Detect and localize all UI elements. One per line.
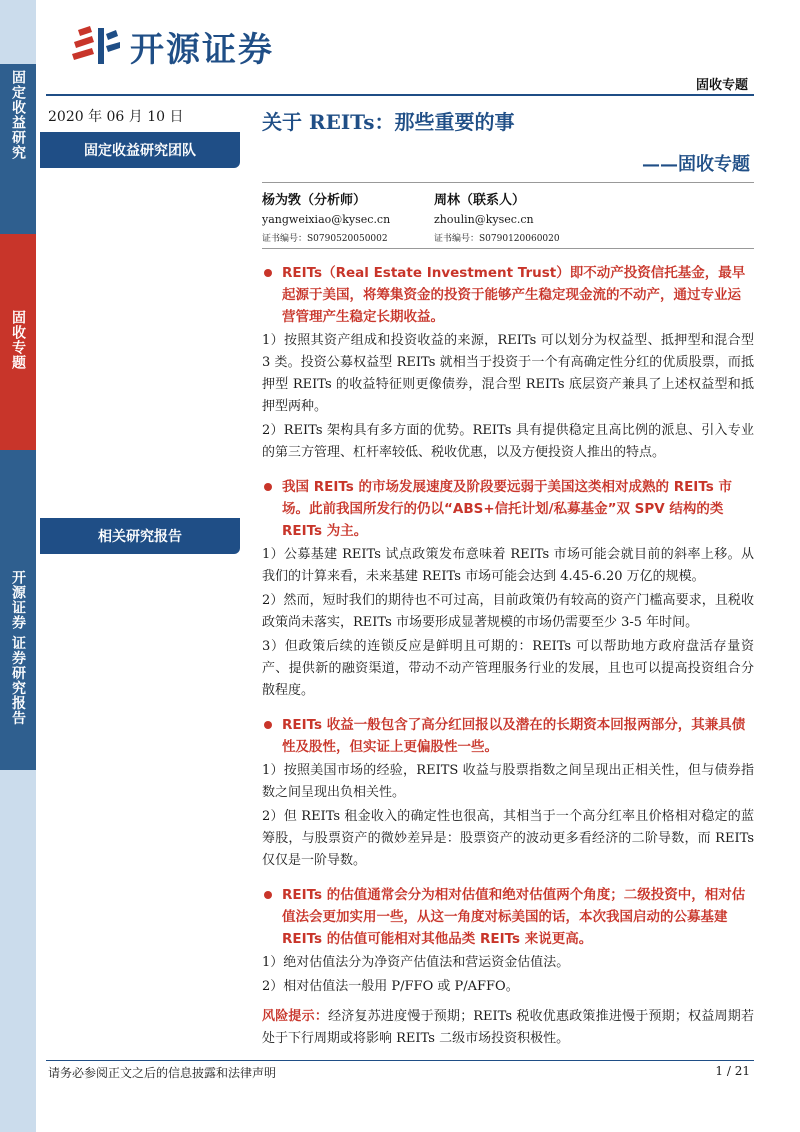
sidebar-label-2: 固收专题: [10, 310, 26, 370]
paragraph: 3）但政策后续的连锁反应是鲜明且可期的：REITs 可以帮助地方政府盘活存量资产、提供新的融资渠道，带动不动产管理服务行业的发展，且也可以提高投资组合分散程度。: [262, 639, 754, 698]
related-reports-label: 相关研究报告: [98, 529, 182, 545]
key-point-text: REITs（Real Estate Investment Trust）即不动产投资信托基金，最早起源于美国，将筹集资金的投资于能够产生稳定现金流的不动产，通过专业运营管理产生稳定长期收益。: [282, 265, 746, 325]
paragraph: 1）按照美国市场的经验，REITS 收益与股票指数之间呈现出正相关性，但与债券指数之间呈现出负相关性。: [262, 763, 754, 800]
brand-mark-icon: [70, 24, 122, 68]
page-number: 1 / 21: [715, 1064, 750, 1078]
key-point: [262, 476, 754, 542]
author-divider: [262, 248, 754, 249]
sidebar-segment-brand: [0, 450, 36, 770]
footer-disclaimer: 请务必参阅正文之后的信息披露和法律声明: [48, 1066, 277, 1080]
header-divider: [46, 94, 754, 96]
risk-text: 经济复苏进度慢于预期；REITs 税收优惠政策推进慢于预期；权益周期若处于下行周期或将影响 REITs 二级市场投资积极性。: [262, 1009, 754, 1046]
author-email: zhoulin@kysec.cn: [434, 213, 534, 226]
key-point-text: REITs 的估值通常会分为相对估值和绝对估值两个角度；二级投资中，相对估值法会更加实用一些，从这一角度对标美国的话，本次我国启动的公募基建 REITs 的估值可能相对其他品类 REITs 来说更高。: [282, 887, 746, 947]
author-card: [262, 192, 390, 246]
bullet-dot-icon: [264, 483, 272, 491]
brand-name: 开源证券: [130, 29, 274, 70]
paragraph: 1）按照其资产组成和投资收益的来源，REITs 可以划分为权益型、抵押型和混合型 3 类。投资公募权益型 REITs 就相当于投资于一个有高确定性分红的优质股票，而抵押型 REITs 的收益特征则更像债券，混合型 REITs 底层资产兼具了上述权益型和抵押型两种。: [262, 333, 754, 414]
related-reports-box: [40, 518, 240, 554]
paragraph: 2）然而，短时我们的期待也不可过高，目前政策仍有较高的资产门槛高要求，且税收政策尚未落实，REITs 市场要形成显著规模的市场仍需要至少 3-5 年时间。: [262, 593, 754, 630]
key-point-text: REITs 收益一般包含了高分红回报以及潜在的长期资本回报两部分，其兼具债性及股性，但实证上更偏股性一些。: [282, 717, 746, 755]
paragraph: 1）绝对估值法分为净资产估值法和营运资金估值法。: [262, 955, 570, 970]
author-card: [434, 192, 560, 246]
left-sidebar: [0, 0, 36, 1132]
author-name: 周林（联系人）: [434, 193, 526, 208]
footer-divider: [46, 1060, 754, 1061]
team-box-label: 固定收益研究团队: [84, 143, 196, 159]
author-email: yangweixiao@kysec.cn: [262, 213, 391, 226]
paragraph: 1）公募基建 REITs 试点政策发布意味着 REITs 市场可能会就目前的斜率上移。从我们的计算来看，未来基建 REITs 市场可能会达到 4.45-6.20 万亿的规模。: [262, 547, 754, 584]
summary-body: [262, 258, 754, 1050]
risk-warning: [262, 1006, 754, 1050]
report-subtitle: ——固收专题: [642, 154, 750, 175]
author-cert: 证书编号：S0790120060020: [434, 234, 560, 244]
author-name: 杨为敩（分析师）: [262, 193, 367, 208]
header-category: 固收专题: [695, 78, 748, 93]
author-cert: 证书编号：S0790520050002: [262, 234, 388, 244]
paragraph: 2）相对估值法一般用 P/FFO 或 P/AFFO。: [262, 979, 519, 994]
team-box: [40, 132, 240, 168]
key-point-text: 我国 REITs 的市场发展速度及阶段要远弱于美国这类相对成熟的 REITs 市场。此前我国所发行的仍以“ABS+信托计划/私募基金”双 SPV 结构的类 REITs 为主。: [282, 479, 732, 539]
risk-label: 风险提示：: [262, 1009, 329, 1024]
bullet-dot-icon: [264, 891, 272, 899]
bullet-dot-icon: [264, 721, 272, 729]
sidebar-label-1: 固定收益研究: [10, 70, 26, 160]
key-point: [262, 262, 754, 328]
bullet-dot-icon: [264, 269, 272, 277]
report-title: 关于 REITs：那些重要的事: [262, 110, 515, 134]
sidebar-segment-topic: [0, 234, 36, 450]
sidebar-label-3: 开源证券 证券研究报告: [10, 570, 26, 726]
report-date: 2020 年 06 月 10 日: [48, 109, 184, 125]
paragraph: 2）REITs 架构具有多方面的优势。REITs 具有提供稳定且高比例的派息、引入专业的第三方管理、杠杆率较低、税收优惠，以及方便投资人推出的特点。: [262, 423, 754, 460]
title-divider: [262, 182, 754, 183]
key-point: [262, 884, 754, 950]
sidebar-segment-fixed-income: [0, 64, 36, 234]
key-point: [262, 714, 754, 758]
brand-logo: [70, 24, 274, 68]
paragraph: 2）但 REITs 租金收入的确定性也很高，其相当于一个高分红率且价格相对稳定的蓝筹股，与股票资产的微妙差异是：股票资产的波动更多看经济的二阶导数，而 REITs 仅仅是一阶导数。: [262, 809, 754, 868]
